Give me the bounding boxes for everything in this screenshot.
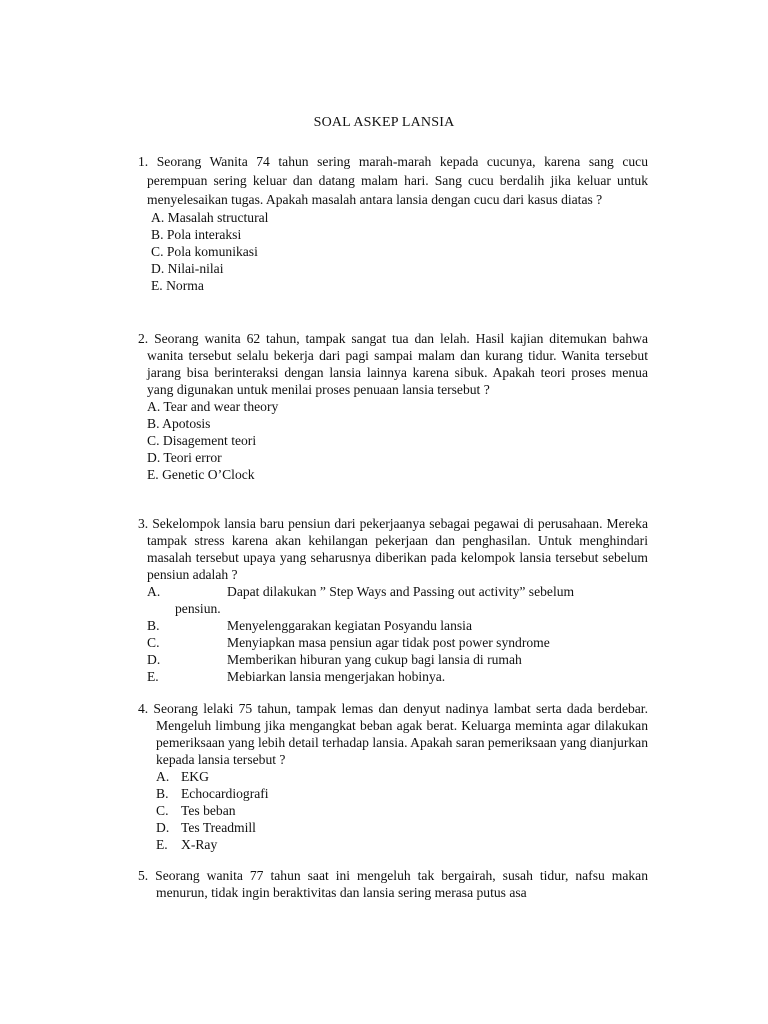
option-letter: E. [151, 278, 163, 293]
option-letter: B. [147, 416, 160, 431]
option-letter: D. [156, 820, 170, 835]
option-text: Pola interaksi [166, 227, 242, 242]
option-e [156, 836, 648, 853]
option-e [147, 466, 648, 483]
option-text: Menyiapkan masa pensiun agar tidak post power syndrome [227, 635, 550, 650]
option-letter: C. [147, 635, 160, 650]
option-c [138, 634, 648, 651]
option-letter: D. [147, 450, 161, 465]
option-d [151, 260, 648, 277]
option-letter: C. [156, 803, 169, 818]
option-text: Mebiarkan lansia mengerjakan hobinya. [227, 669, 446, 684]
option-d [138, 651, 648, 668]
option-text-continued: pensiun. [175, 601, 221, 616]
option-a [151, 209, 648, 226]
option-text: Apotosis [162, 416, 211, 431]
document-title: SOAL ASKEP LANSIA [313, 115, 455, 130]
option-letter: C. [151, 244, 164, 259]
option-text: Dapat dilakukan ” Step Ways and Passing out activity” sebelum [227, 584, 575, 599]
option-b [151, 226, 648, 243]
option-b [147, 415, 648, 432]
question-stem: 4. Seorang lelaki 75 tahun, tampak lemas dan denyut nadinya lambat serta dada berdebar. Mengeluh limbung jika mengangkat beban agak berat. Keluarga meminta agar dilakukan pemeriksaan yang lebih detail terhadap lansia. Apakah saran pemeriksaan yang dianjurkan kepada lansia tersebut ? [138, 701, 648, 767]
option-letter: C. [147, 433, 160, 448]
option-letter: B. [147, 618, 160, 633]
option-text: Nilai-nilai [167, 261, 224, 276]
option-c [156, 802, 648, 819]
option-e [151, 277, 648, 294]
option-d [156, 819, 648, 836]
option-text: Pola komunikasi [166, 244, 258, 259]
option-letter: D. [151, 261, 165, 276]
option-list [138, 768, 648, 853]
option-letter: E. [147, 669, 159, 684]
question-3 [138, 515, 648, 685]
option-text: Echocardiografi [181, 786, 269, 801]
question-2 [138, 330, 648, 483]
option-a [156, 768, 648, 785]
option-text: Tes beban [181, 803, 236, 818]
option-text: Memberikan hiburan yang cukup bagi lansia di rumah [227, 652, 522, 667]
option-a [138, 583, 648, 617]
question-stem: 5. Seorang wanita 77 tahun saat ini mengeluh tak bergairah, susah tidur, nafsu makan menurun, tidak ingin beraktivitas dan lansia sering merasa putus asa [138, 868, 648, 900]
option-text: Teori error [163, 450, 222, 465]
option-d [147, 449, 648, 466]
question-stem: 2. Seorang wanita 62 tahun, tampak sangat tua dan lelah. Hasil kajian ditemukan bahwa wanita tersebut selalu bekerja dari pagi sampai malam dan kurang tidur. Wanita tersebut jarang bisa berinteraksi dengan lansia lainnya karena sibuk. Apakah teori proses menua yang digunakan untuk menilai proses penuaan lansia tersebut ? [138, 331, 648, 397]
option-text: Disagement teori [162, 433, 257, 448]
option-letter: E. [147, 467, 159, 482]
option-b [138, 617, 648, 634]
question-4 [138, 700, 648, 853]
option-c [151, 243, 648, 260]
option-text: EKG [181, 769, 209, 784]
option-c [147, 432, 648, 449]
option-letter: E. [156, 837, 168, 852]
question-stem: 1. Seorang Wanita 74 tahun sering marah-marah kepada cucunya, karena sang cucu perempuan sering keluar dan datang malam hari. Sang cucu berdalih jika keluar untuk menyelesaikan tugas. Apakah masalah antara lansia dengan cucu dari kasus diatas ? [138, 154, 648, 207]
option-e [138, 668, 648, 685]
option-letter: B. [151, 227, 164, 242]
option-b [156, 785, 648, 802]
option-list [138, 398, 648, 483]
question-stem: 3. Sekelompok lansia baru pensiun dari pekerjaanya sebagai pegawai di perusahaan. Mereka tampak stress karena akan kehilangan pekerjaan dan penghasilan. Untuk menghindari masalah tersebut upaya yang seharusnya diberikan pada kelompok lansia tersebut sebelum pensiun adalah ? [138, 516, 648, 582]
option-text: Genetic O’Clock [162, 467, 255, 482]
question-5 [138, 867, 648, 901]
option-text: Tes Treadmill [181, 820, 256, 835]
option-text: Masalah structural [167, 210, 269, 225]
option-letter: A. [156, 769, 170, 784]
option-list [138, 209, 648, 294]
option-letter: A. [147, 584, 161, 599]
option-text: Menyelenggarakan kegiatan Posyandu lansia [227, 618, 472, 633]
option-list [138, 583, 648, 685]
question-1 [138, 152, 648, 294]
option-text: X-Ray [181, 837, 218, 852]
option-letter: B. [156, 786, 169, 801]
option-text: Tear and wear theory [163, 399, 279, 414]
option-a [147, 398, 648, 415]
option-letter: A. [147, 399, 161, 414]
option-text: Norma [166, 278, 204, 293]
option-letter: D. [147, 652, 161, 667]
option-letter: A. [151, 210, 165, 225]
